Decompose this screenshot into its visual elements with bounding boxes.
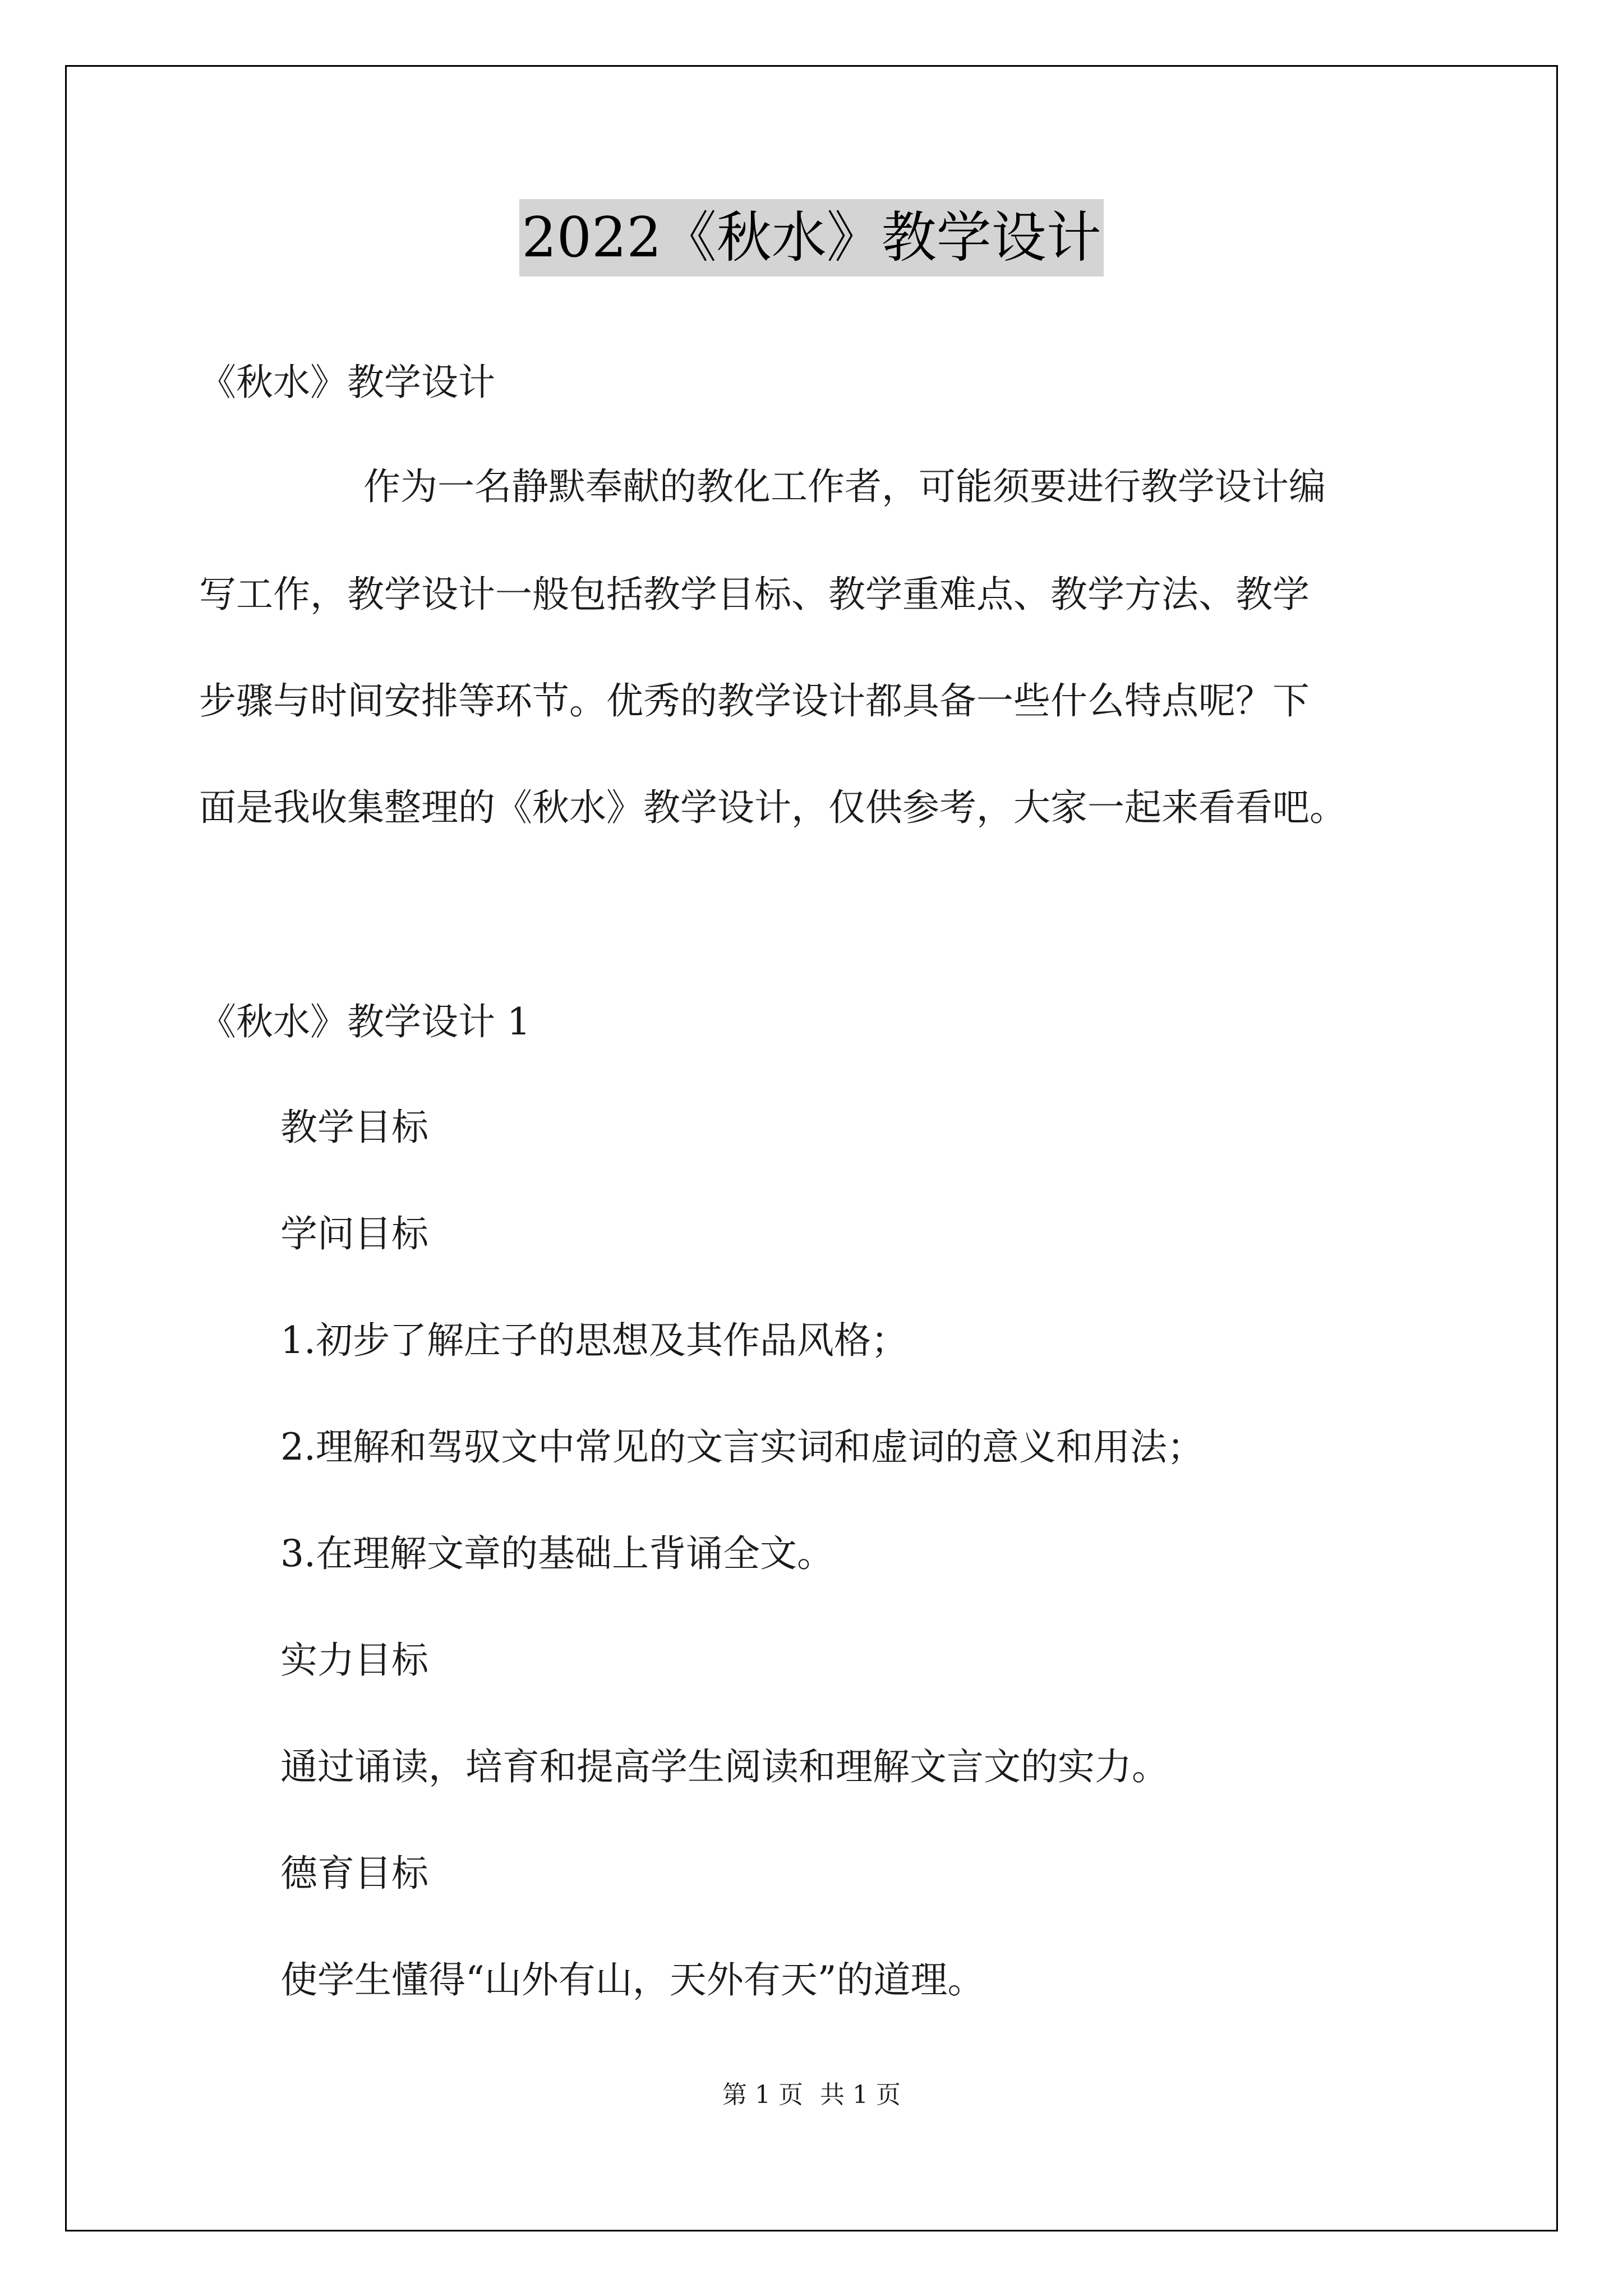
body-line-3: 1.初步了解庄子的思想及其作品风格； [280, 1319, 908, 1362]
intro-line-4: 面是我收集整理的《秋水》教学设计，仅供参考，大家一起来看看吧。 [199, 786, 1347, 829]
body-line-6: 实力目标 [280, 1639, 428, 1682]
footer-page-total: 共 1 页 [820, 2081, 901, 2109]
body-line-1: 教学目标 [280, 1106, 428, 1149]
page-footer [0, 2078, 1623, 2112]
intro-line-2: 写工作，教学设计一般包括教学目标、教学重难点、教学方法、教学 [199, 573, 1310, 616]
document-title: 2022《秋水》教学设计 [519, 199, 1103, 277]
body-line-9: 使学生懂得“山外有山，天外有天”的道理。 [280, 1958, 985, 2001]
title-container [0, 199, 1623, 277]
body-line-4: 2.理解和驾驭文中常见的文言实词和虚词的意义和用法； [280, 1425, 1204, 1469]
intro-line-3: 步骤与时间安排等环节。优秀的教学设计都具备一些什么特点呢？下 [199, 679, 1310, 723]
body-line-8: 德育目标 [280, 1852, 428, 1895]
document-heading: 《秋水》教学设计 [199, 361, 495, 404]
intro-line-1: 作为一名静默奉献的教化工作者，可能须要进行教学设计编 [363, 465, 1326, 508]
body-line-5: 3.在理解文章的基础上背诵全文。 [280, 1532, 834, 1575]
section-heading: 《秋水》教学设计 1 [199, 1000, 531, 1043]
body-line-7: 通过诵读，培育和提高学生阅读和理解文言文的实力。 [280, 1745, 1169, 1788]
body-line-2: 学问目标 [280, 1212, 428, 1255]
footer-page-current: 第 1 页 [722, 2081, 803, 2109]
